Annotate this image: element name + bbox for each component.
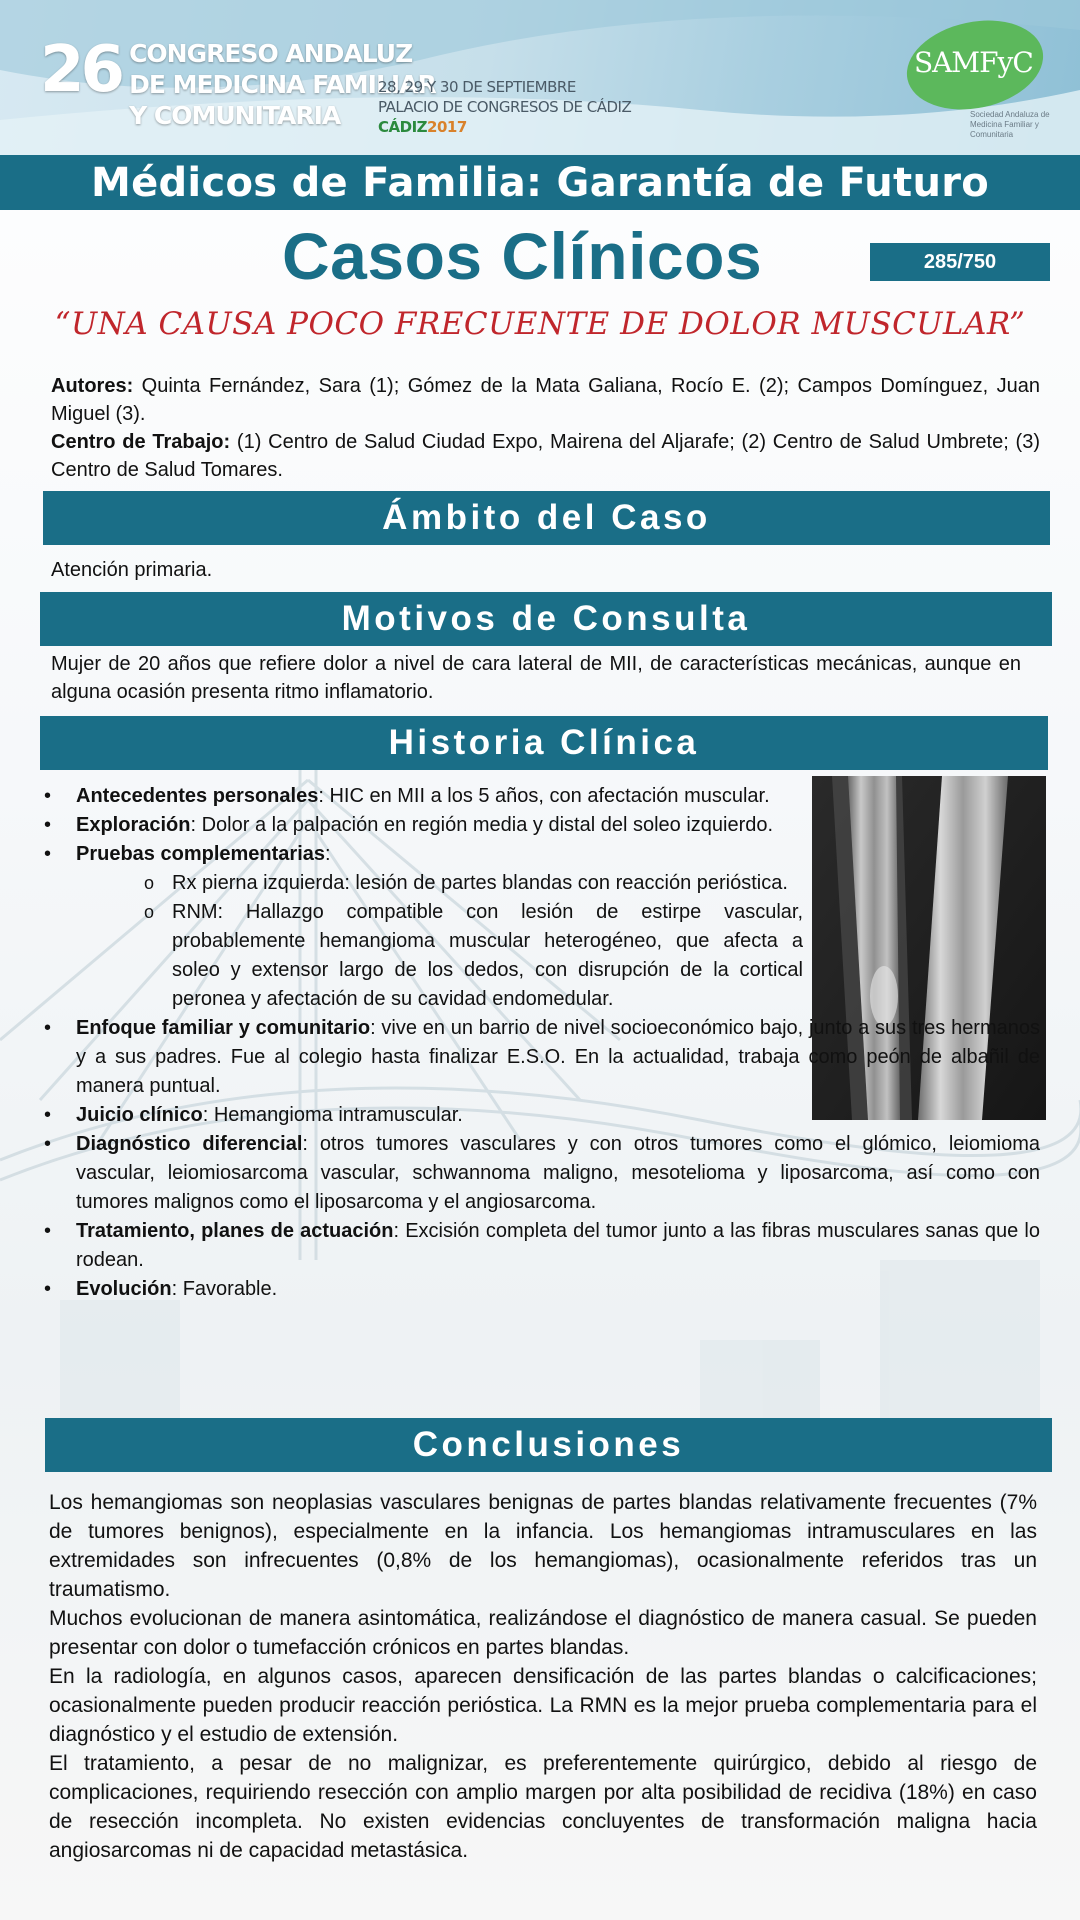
section-title-conclusiones: Conclusiones	[412, 1425, 685, 1464]
case-code-badge: 285/750	[870, 243, 1050, 281]
case-title: “UNA CAUSA POCO FRECUENTE DE DOLOR MUSCULAR”	[54, 306, 1026, 342]
conclusion-paragraph: Muchos evolucionan de manera asintomática, realizándose el diagnóstico de manera casual. Se pueden presentar con dolor o tumefacción crónicos en partes blandas.	[49, 1607, 1037, 1659]
authors-label: Autores:	[51, 375, 134, 397]
section-header-conclusiones	[45, 1418, 1052, 1472]
congress-line-2: DE MEDICINA FAMILIAR	[129, 70, 436, 99]
page-title: Casos Clínicos	[282, 219, 763, 293]
event-dates: 28, 29 Y 30 DE SEPTIEMBRE	[378, 78, 576, 96]
congress-number: 26	[40, 33, 122, 107]
list-item: • Diagnóstico diferencial: otros tumores vasculares y con otros tumores como el glómico, leiomioma vascular, leiomiosarcoma vascular, schwannoma maligno, mesotelioma y liposarcoma, así como con tumores malignos como el liposarcoma y el angiosarcoma.	[40, 1130, 1040, 1217]
section-title-motivos: Motivos de Consulta	[341, 599, 751, 638]
event-venue: PALACIO DE CONGRESOS DE CÁDIZ	[378, 98, 632, 116]
list-item: • Antecedentes personales: HIC en MII a los 5 años, con afectación muscular.	[40, 782, 803, 811]
list-subitem: o Rx pierna izquierda: lesión de partes blandas con reacción perióstica.	[40, 869, 803, 898]
work-center-line	[51, 428, 1040, 484]
samfyc-logo-text: SAMFyC	[914, 46, 1033, 79]
section-header-ambito	[43, 491, 1050, 545]
samfyc-logo	[900, 18, 1050, 146]
list-item: • Evolución: Favorable.	[40, 1275, 1040, 1304]
authors-block	[51, 372, 1040, 484]
slogan-banner	[0, 155, 1080, 210]
motivos-text: Mujer de 20 años que refiere dolor a nivel de cara lateral de MII, de características mecánicas, aunque en alguna ocasión presenta ritmo inflamatorio.	[51, 653, 1021, 703]
slogan-text: Médicos de Familia: Garantía de Futuro	[90, 159, 990, 206]
authors-text: Quinta Fernández, Sara (1); Gómez de la Mata Galiana, Rocío E. (2); Campos Domínguez, Juan Miguel (3).	[51, 375, 1040, 425]
work-center-text: (1) Centro de Salud Ciudad Expo, Mairena del Aljarafe; (2) Centro de Salud Umbrete; (3) Centro de Salud Tomares.	[51, 431, 1040, 481]
authors-line	[51, 372, 1040, 428]
samfyc-logo-subtitle: Sociedad Andaluza de Medicina Familiar y Comunitaria	[970, 110, 1050, 139]
section-title-ambito: Ámbito del Caso	[382, 498, 711, 537]
work-center-label: Centro de Trabajo:	[51, 431, 231, 453]
congress-line-1: CONGRESO ANDALUZ	[129, 39, 413, 68]
congress-line-3: Y COMUNITARIA	[129, 101, 341, 130]
congress-header	[0, 0, 1080, 155]
list-item: • Juicio clínico: Hemangioma intramuscular.	[40, 1101, 1040, 1130]
congress-logo	[40, 33, 436, 131]
list-item: • Tratamiento, planes de actuación: Excisión completa del tumor junto a las fibras musculares sanas que lo rodean.	[40, 1217, 1040, 1275]
conclusion-paragraph: Los hemangiomas son neoplasias vasculares benignas de partes blandas relativamente frecuentes (7% de tumores benignos), especialmente en la infancia. Los hemangiomas intramusculares en las extremidades son infrecuentes (0,8% de los hemangiomas), ocasionalmente referidos tras un traumatismo.	[49, 1491, 1037, 1601]
conclusion-paragraph: En la radiología, en algunos casos, aparecen densificación de las partes blandas o calcificaciones; ocasionalmente pueden producir reacción perióstica. La RMN es la mejor prueba complementaria para el diagnóstico y el estudio de extensión.	[49, 1665, 1037, 1746]
conclusiones-text	[49, 1488, 1037, 1865]
list-item: • Enfoque familiar y comunitario: vive en un barrio de nivel socioeconómico bajo, junto a sus tres hermanos y a sus padres. Fue al colegio hasta finalizar E.S.O. En la actualidad, trabaja como peón de albañil de manera puntual.	[40, 1014, 1040, 1101]
historia-list	[40, 782, 1040, 1304]
event-info	[378, 77, 631, 137]
list-item: • Exploración: Dolor a la palpación en región media y distal del soleo izquierdo.	[40, 811, 803, 840]
event-city: CÁDIZ2017	[378, 118, 467, 136]
list-subitem: o RNM: Hallazgo compatible con lesión de estirpe vascular, probablemente hemangioma muscular heterogéneo, que afecta a soleo y extensor largo de los dedos, con disrupción de la cortical peronea y afectación de su cavidad endomedular.	[40, 898, 803, 1014]
list-item: • Pruebas complementarias:	[40, 840, 803, 869]
conclusion-paragraph: El tratamiento, a pesar de no malignizar, es preferentemente quirúrgico, debido al riesgo de complicaciones, requiriendo resección con amplio margen por alta posibilidad de recidiva (18%) en caso de resección incompleta. No existen evidencias concluyentes de transformación maligna hacia angiosarcomas ni de capacidad metastásica.	[49, 1752, 1037, 1862]
section-title-historia: Historia Clínica	[388, 723, 700, 762]
section-header-historia	[40, 716, 1048, 770]
ambito-text: Atención primaria.	[51, 559, 213, 581]
section-header-motivos	[40, 592, 1052, 646]
